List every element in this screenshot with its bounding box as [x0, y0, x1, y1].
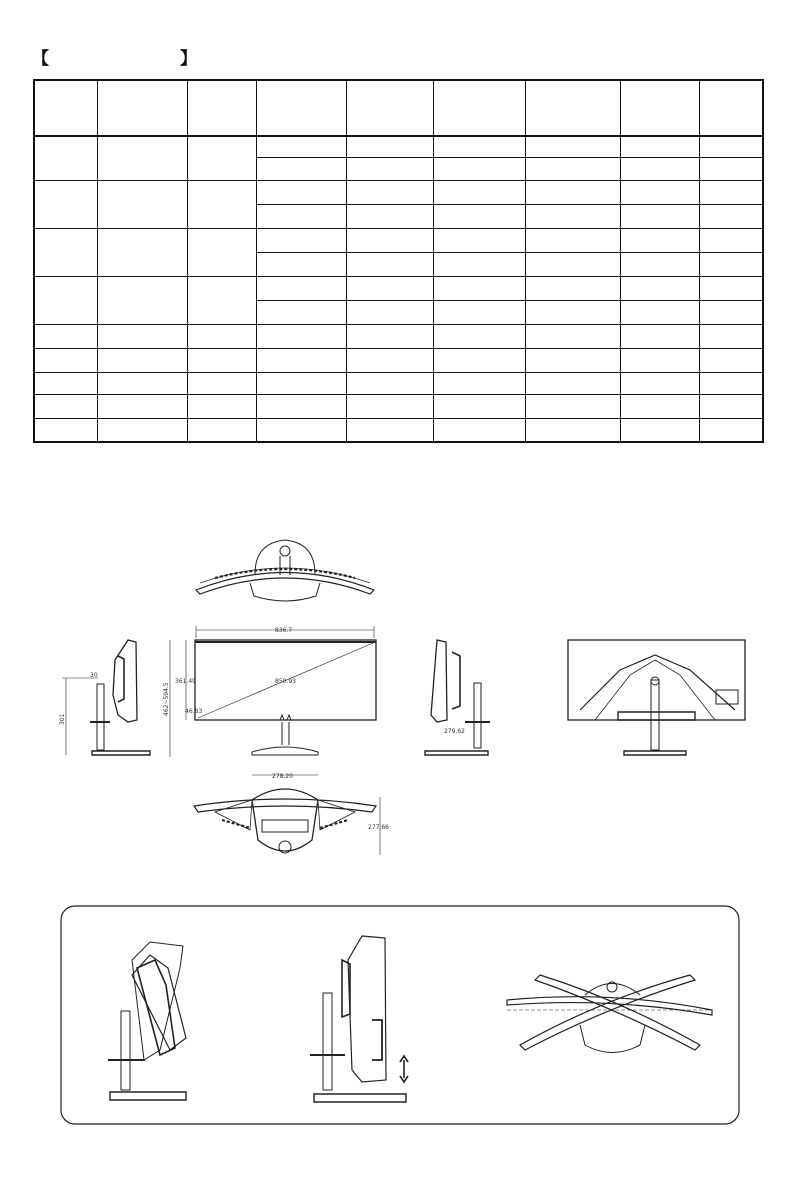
dim-top-width: 836.7: [275, 627, 293, 634]
dim-base-offset: 46.83: [185, 708, 203, 715]
dim-height-range: 462~594.5: [163, 682, 170, 716]
dim-side-height: 301: [59, 713, 66, 725]
height-illustration: [310, 936, 408, 1102]
dim-side-offset: 30: [90, 672, 98, 679]
section-title-close-bracket: 】: [180, 49, 197, 68]
side-view-left-drawing: [62, 640, 150, 755]
back-view-drawing: [568, 640, 745, 755]
dim-diagonal: 850.93: [275, 678, 296, 685]
dim-screen-height: 361.49: [175, 678, 196, 685]
dim-base-width: 278.20: [272, 773, 293, 780]
section-title-open-bracket: 【: [32, 49, 49, 68]
dim-base-depth: 277.66: [368, 824, 389, 831]
swivel-illustration: [507, 975, 712, 1053]
bottom-view-drawing: [194, 775, 380, 855]
front-view-drawing: [170, 626, 376, 757]
dim-stand-depth: 279.62: [444, 728, 465, 735]
side-view-right-drawing: [425, 640, 490, 755]
top-view-drawing: [196, 540, 374, 601]
tilt-illustration: [108, 942, 186, 1100]
